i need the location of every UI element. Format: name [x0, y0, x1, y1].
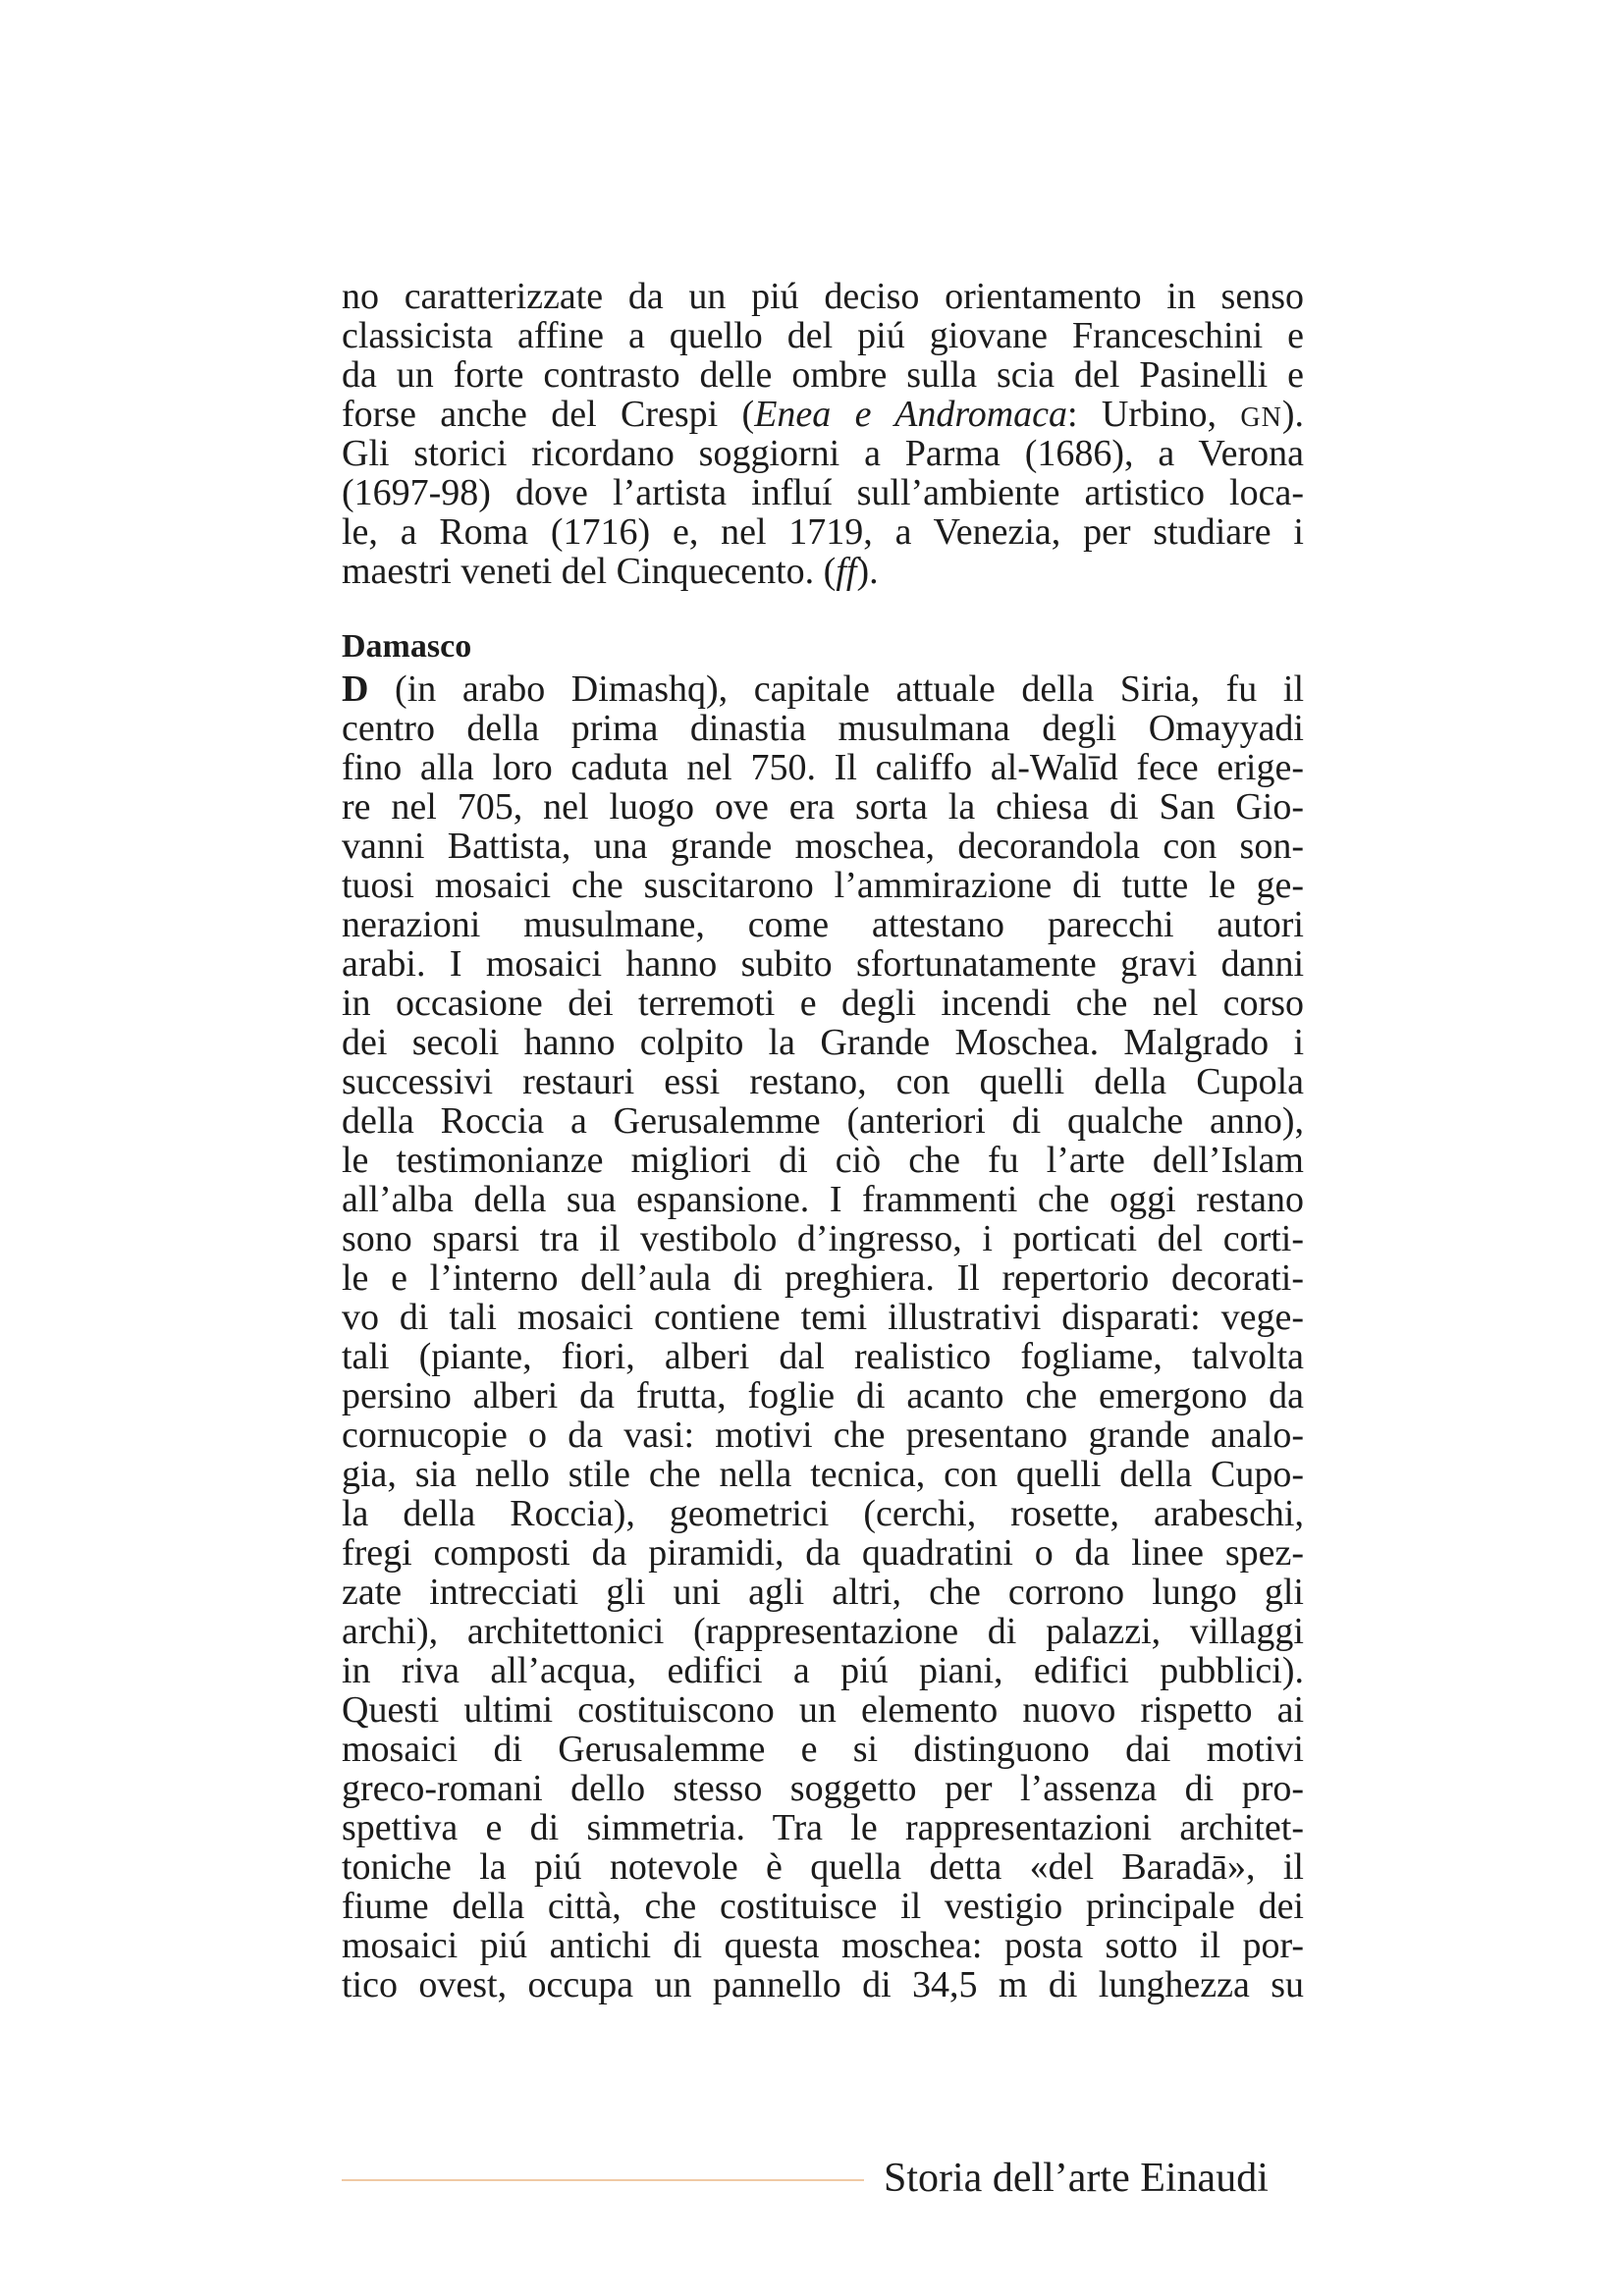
- text-line: zate intrecciati gli uni agli altri, che corrono lungo gli: [342, 1572, 1304, 1613]
- collection-abbrev: GN: [1240, 402, 1282, 433]
- artwork-title: Enea e Andromaca: [754, 394, 1068, 435]
- intro-paragraph: [342, 277, 1304, 591]
- text-line: no caratterizzate da un piú deciso orientamento in senso: [342, 276, 1304, 317]
- text-line: le testimonianze migliori di ciò che fu l’arte dell’Islam: [342, 1140, 1304, 1181]
- text-line: le, a Roma (1716) e, nel 1719, a Venezia, per studiare i: [342, 511, 1304, 553]
- text-line: classicista affine a quello del piú giovane Franceschini e: [342, 315, 1304, 356]
- text-line: successivi restauri essi restano, con quelli della Cupola: [342, 1061, 1304, 1102]
- text-line: gia, sia nello stile che nella tecnica, con quelli della Cupo-: [342, 1454, 1304, 1495]
- text-line: cornucopie o da vasi: motivi che presentano grande analo-: [342, 1415, 1304, 1456]
- footer-rule: [342, 2179, 864, 2181]
- text-line: da un forte contrasto delle ombre sulla scia del Pasinelli e: [342, 354, 1304, 396]
- text-line: in occasione dei terremoti e degli incendi che nel corso: [342, 983, 1304, 1024]
- text-line: spettiva e di simmetria. Tra le rappresentazioni architet-: [342, 1807, 1304, 1848]
- text-line: arabi. I mosaici hanno subito sfortunatamente gravi danni: [342, 943, 1304, 985]
- text-line: re nel 705, nel luogo ove era sorta la chiesa di San Gio-: [342, 786, 1304, 828]
- text-line: (1697-98) dove l’artista influí sull’ambiente artistico loca-: [342, 472, 1304, 513]
- text-line: all’alba della sua espansione. I frammenti che oggi restano: [342, 1179, 1304, 1220]
- text-line: toniche la piú notevole è quella detta «del Baradā», il: [342, 1846, 1304, 1888]
- text-line: Questi ultimi costituiscono un elemento nuovo rispetto ai: [342, 1689, 1304, 1731]
- text-line: persino alberi da frutta, foglie di acanto che emergono da: [342, 1375, 1304, 1416]
- text-line: mosaici di Gerusalemme e si distinguono dai motivi: [342, 1729, 1304, 1770]
- text-line: fiume della città, che costituisce il vestigio principale dei: [342, 1886, 1304, 1927]
- text-line: vo di tali mosaici contiene temi illustrativi disparati: vege-: [342, 1297, 1304, 1338]
- text-line: sono sparsi tra il vestibolo d’ingresso, i porticati del corti-: [342, 1218, 1304, 1259]
- text-line: mosaici piú antichi di questa moschea: posta sotto il por-: [342, 1925, 1304, 1966]
- text-line: dei secoli hanno colpito la Grande Moschea. Malgrado i: [342, 1022, 1304, 1063]
- text-line: tuosi mosaici che suscitarono l’ammirazione di tutte le ge-: [342, 865, 1304, 906]
- text-line: archi), architettonici (rappresentazione di palazzi, villaggi: [342, 1611, 1304, 1652]
- text-line: in riva all’acqua, edifici a piú piani, edifici pubblici).: [342, 1650, 1304, 1691]
- author-initials: ff: [836, 551, 857, 592]
- text-line: le e l’interno dell’aula di preghiera. Il repertorio decorati-: [342, 1257, 1304, 1299]
- text-line: centro della prima dinastia musulmana degli Omayyadi: [342, 708, 1304, 749]
- entry-body: [342, 669, 1304, 2004]
- text-line: della Roccia a Gerusalemme (anteriori di qualche anno),: [342, 1100, 1304, 1142]
- text-line: forse anche del Crespi (Enea e Andromaca: Urbino, GN).: [342, 394, 1305, 435]
- text-line: fregi composti da piramidi, da quadratini o da linee spez-: [342, 1532, 1304, 1574]
- text-line: vanni Battista, una grande moschea, decorandola con son-: [342, 826, 1304, 867]
- text-line: maestri veneti del Cinquecento. (ff).: [342, 551, 879, 592]
- footer-title: Storia dell’arte Einaudi: [884, 2156, 1269, 2201]
- text-line: tali (piante, fiori, alberi dal realistico fogliame, talvolta: [342, 1336, 1304, 1377]
- entry-heading: Damasco: [342, 628, 472, 665]
- text-line: tico ovest, occupa un pannello di 34,5 m di lunghezza su: [342, 1964, 1304, 2005]
- entry-initial: D: [342, 668, 369, 710]
- text-line: D (in arabo Dimashq), capitale attuale della Siria, fu il: [342, 668, 1304, 710]
- text-line: nerazioni musulmane, come attestano parecchi autori: [342, 904, 1304, 945]
- text-line: fino alla loro caduta nel 750. Il califfo al-Walīd fece erige-: [342, 747, 1304, 788]
- text-line: la della Roccia), geometrici (cerchi, rosette, arabeschi,: [342, 1493, 1304, 1534]
- text-line: greco-romani dello stesso soggetto per l’assenza di pro-: [342, 1768, 1304, 1809]
- text-line: Gli storici ricordano soggiorni a Parma (1686), a Verona: [342, 433, 1304, 474]
